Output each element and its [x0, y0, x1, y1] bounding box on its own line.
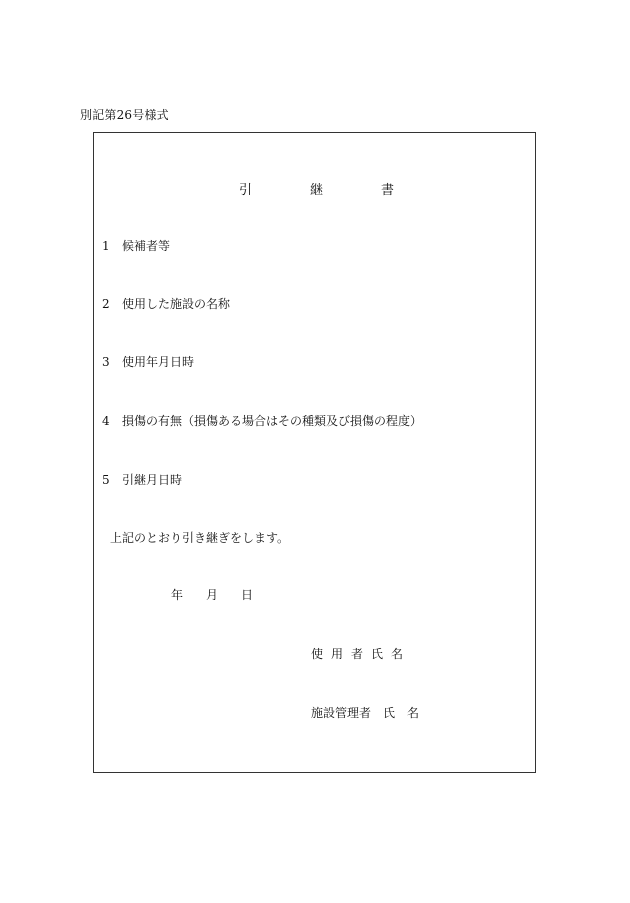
- item-candidate: [102, 237, 170, 254]
- item-number: 4: [102, 414, 110, 428]
- item-label: 使用年月日時: [122, 355, 195, 369]
- item-label: 候補者等: [122, 239, 171, 253]
- item-label: 引継月日時: [122, 473, 183, 487]
- item-damage: [102, 412, 422, 429]
- document-title: [94, 179, 535, 198]
- item-handover-datetime: [102, 471, 182, 488]
- item-label: 損傷の有無（損傷ある場合はその種類及び損傷の程度）: [122, 414, 423, 428]
- user-name-signature: 使用者氏名: [311, 647, 412, 661]
- item-number: 3: [102, 355, 110, 369]
- item-facility-name: [102, 295, 230, 312]
- item-label: 使用した施設の名称: [122, 297, 231, 311]
- title-char-2: 継: [310, 183, 324, 198]
- date-month: 月: [206, 588, 219, 602]
- title-char-1: 引: [239, 183, 253, 198]
- item-number: 5: [102, 473, 110, 487]
- item-number: 2: [102, 297, 110, 311]
- date-year: 年: [171, 588, 184, 602]
- handover-statement: 上記のとおり引き継ぎをします。: [110, 531, 290, 545]
- item-usage-datetime: [102, 353, 194, 370]
- form-number-label: 別記第26号様式: [80, 108, 169, 122]
- manager-name-signature: 施設管理者 氏 名: [311, 706, 420, 720]
- date-day: 日: [241, 588, 254, 602]
- title-char-3: 書: [381, 183, 395, 198]
- item-number: 1: [102, 239, 110, 253]
- document-frame: [93, 132, 536, 773]
